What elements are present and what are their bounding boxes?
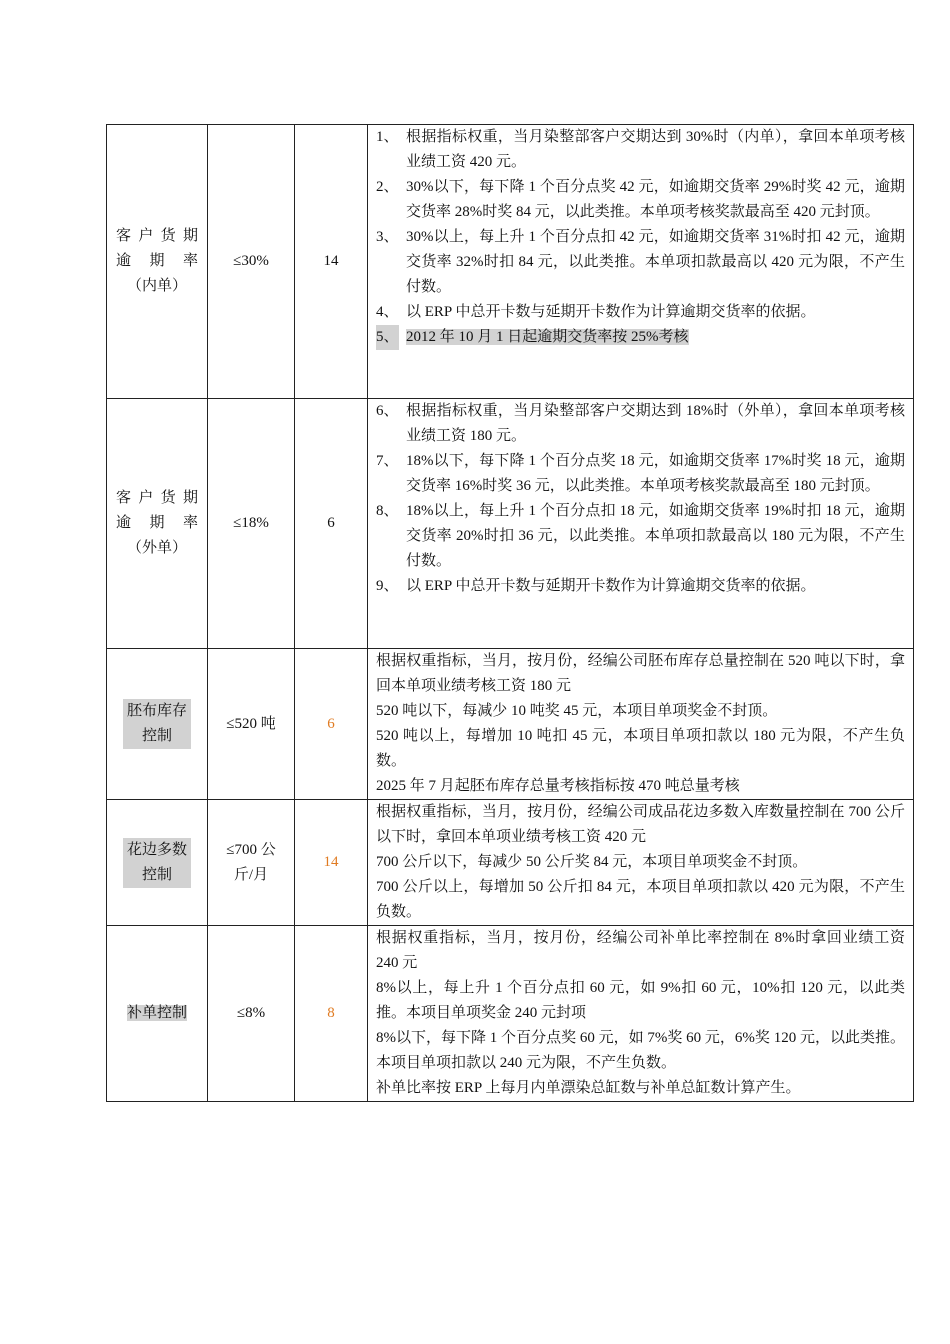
item-number: 6、 — [376, 403, 399, 419]
description-line: 520 吨以下，每减少 10 吨奖 45 元，本项目单项奖金不封顶。 — [376, 703, 778, 719]
indicator-name-cell — [107, 399, 208, 649]
table-row — [107, 125, 914, 399]
weight-cell: 6 — [295, 399, 368, 649]
target-cell: ≤520 吨 — [208, 649, 295, 800]
rule-list — [376, 125, 905, 350]
item-text: 根据指标权重，当月染整部客户交期达到 30%时（内单），拿回本单项考核业绩工资 420 元。 — [406, 129, 905, 170]
description-cell — [368, 649, 914, 800]
target-cell: ≤30% — [208, 125, 295, 399]
list-item — [376, 175, 905, 225]
description-line: 8%以上，每上升 1 个百分点扣 60 元，如 9%扣 60 元，10%扣 120 元，以此类推。本项目单项奖金 240 元封项 — [376, 980, 905, 1021]
indicator-name-line: 逾期率 — [116, 515, 198, 531]
indicator-name: 胚布库存控制 — [123, 699, 191, 749]
item-text: 以 ERP 中总开卡数与延期开卡数作为计算逾期交货率的依据。 — [406, 578, 816, 594]
kpi-table — [106, 124, 914, 1102]
description-cell — [368, 125, 914, 399]
indicator-name-cell — [107, 926, 208, 1102]
item-text: 根据指标权重，当月染整部客户交期达到 18%时（外单），拿回本单项考核业绩工资 180 元。 — [406, 403, 905, 444]
list-item — [376, 574, 905, 599]
weight-cell: 6 — [295, 649, 368, 800]
table-row — [107, 399, 914, 649]
description-line: 2025 年 7 月起胚布库存总量考核指标按 470 吨总量考核 — [376, 778, 740, 794]
item-number: 9、 — [376, 578, 399, 594]
list-item — [376, 399, 905, 449]
indicator-name-line: 客户货期 — [116, 490, 198, 506]
weight-cell: 14 — [295, 125, 368, 399]
description-line: 根据权重指标，当月，按月份，经编公司胚布库存总量控制在 520 吨以下时，拿回本单项业绩考核工资 180 元 — [376, 653, 905, 694]
description-line: 700 公斤以上，每增加 50 公斤扣 84 元，本项目单项扣款以 420 元为限，不产生负数。 — [376, 879, 905, 920]
item-number: 3、 — [376, 229, 399, 245]
description-line: 补单比率按 ERP 上每月内单漂染总缸数与补单总缸数计算产生。 — [376, 1080, 801, 1096]
indicator-name: 花边多数控制 — [123, 838, 191, 888]
indicator-name-line: （内单） — [126, 278, 187, 294]
rule-list — [376, 399, 905, 599]
list-item — [376, 300, 905, 325]
description-line: 700 公斤以下，每减少 50 公斤奖 84 元，本项目单项奖金不封顶。 — [376, 854, 808, 870]
item-text: 30%以下，每下降 1 个百分点奖 42 元，如逾期交货率 29%时奖 42 元，逾期交货率 28%时奖 84 元，以此类推。本单项考核奖款最高至 420 元封顶。 — [406, 179, 905, 220]
weight-cell: 8 — [295, 926, 368, 1102]
target-cell: ≤8% — [208, 926, 295, 1102]
item-text: 18%以下，每下降 1 个百分点奖 18 元，如逾期交货率 17%时奖 18 元，逾期交货率 16%时奖 36 元，以此类推。本单项考核奖款最高至 180 元封顶。 — [406, 453, 905, 494]
item-number: 5、 — [376, 325, 399, 350]
description-cell — [368, 399, 914, 649]
item-text: 30%以上，每上升 1 个百分点扣 42 元，如逾期交货率 31%时扣 42 元，逾期交货率 32%时扣 84 元，以此类推。本单项扣款最高以 420 元为限，不产生付数。 — [406, 229, 905, 295]
table-row — [107, 926, 914, 1102]
weight-cell: 14 — [295, 800, 368, 926]
item-number: 2、 — [376, 179, 399, 195]
indicator-name-cell — [107, 800, 208, 926]
description-cell — [368, 926, 914, 1102]
indicator-name-line: （外单） — [126, 540, 187, 556]
list-item — [376, 325, 905, 350]
target-cell — [208, 800, 295, 926]
indicator-name-line: 逾期率 — [116, 253, 198, 269]
indicator-name: 补单控制 — [126, 1005, 187, 1021]
description-line: 根据权重指标，当月，按月份，经编公司成品花边多数入库数量控制在 700 公斤以下时，拿回本单项业绩考核工资 420 元 — [376, 804, 905, 845]
description-line: 520 吨以上，每增加 10 吨扣 45 元，本项目单项扣款以 180 元为限，不产生负数。 — [376, 728, 905, 769]
item-number: 1、 — [376, 129, 399, 145]
list-item — [376, 125, 905, 175]
table-row — [107, 649, 914, 800]
description-line: 8%以下，每下降 1 个百分点奖 60 元，如 7%奖 60 元，6%奖 120 元，以此类推。本项目单项扣款以 240 元为限，不产生负数。 — [376, 1030, 905, 1071]
indicator-name-cell — [107, 125, 208, 399]
indicator-name-cell — [107, 649, 208, 800]
indicator-name-line: 客户货期 — [116, 228, 198, 244]
item-text: 18%以上，每上升 1 个百分点扣 18 元，如逾期交货率 19%时扣 18 元，逾期交货率 20%时扣 36 元，以此类推。本单项扣款最高以 180 元为限，不产生付数。 — [406, 503, 905, 569]
list-item — [376, 499, 905, 574]
highlighted-item-text: 2012 年 10 月 1 日起逾期交货率按 25%考核 — [406, 329, 689, 345]
item-number: 7、 — [376, 453, 399, 469]
description-line: 根据权重指标，当月，按月份，经编公司补单比率控制在 8%时拿回业绩工资 240 元 — [376, 930, 905, 971]
target-value: ≤700 公斤/月 — [226, 841, 276, 883]
item-number: 8、 — [376, 503, 399, 519]
target-cell: ≤18% — [208, 399, 295, 649]
list-item — [376, 225, 905, 300]
item-number: 4、 — [376, 304, 399, 320]
item-text: 以 ERP 中总开卡数与延期开卡数作为计算逾期交货率的依据。 — [406, 304, 816, 320]
list-item — [376, 449, 905, 499]
table-row — [107, 800, 914, 926]
description-cell — [368, 800, 914, 926]
